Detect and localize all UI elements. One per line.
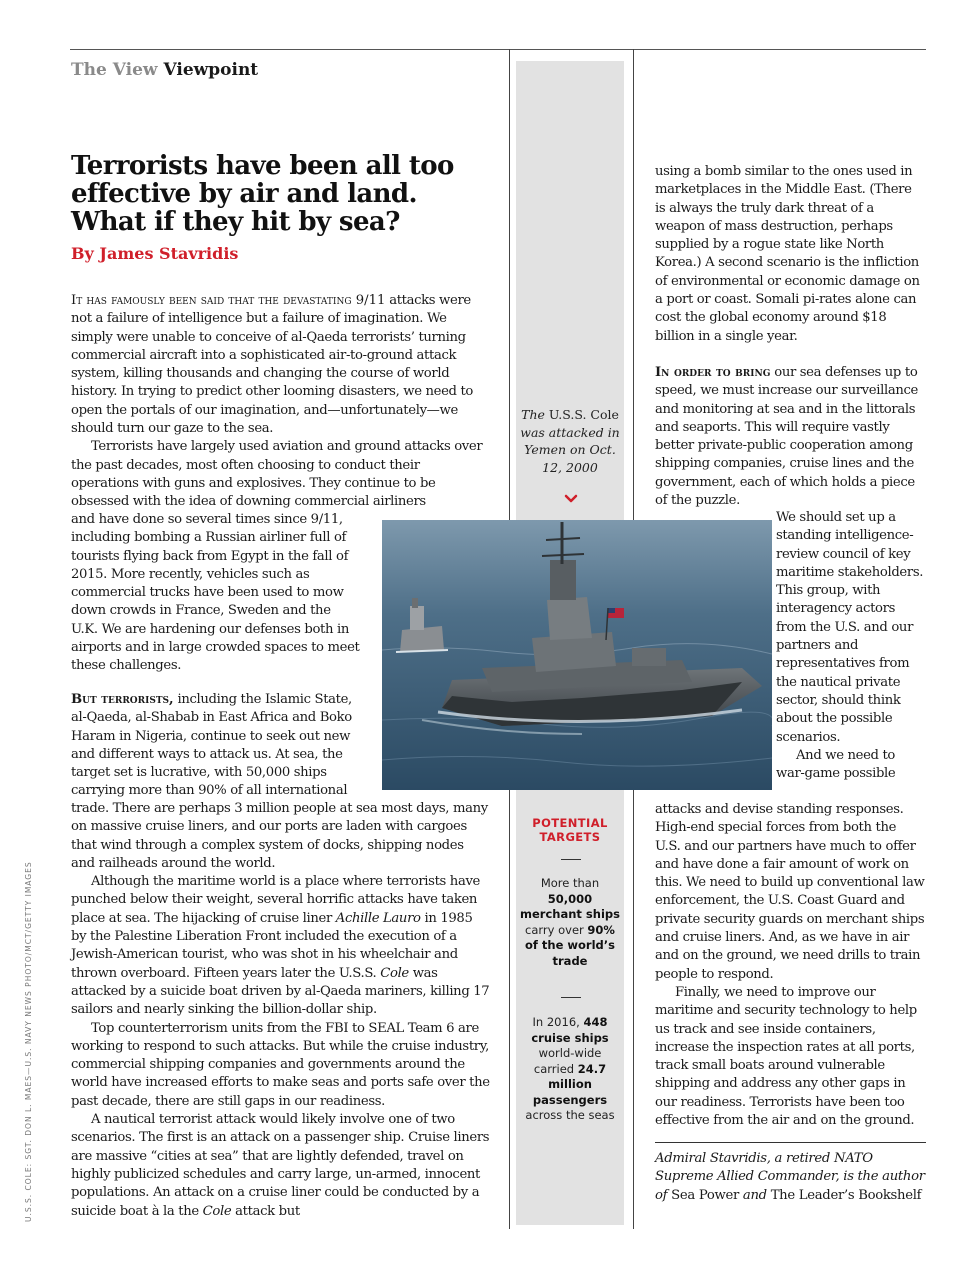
ship-name: U.S.S. Cole [548,407,619,422]
paragraph-5: Top counterterrorism units from the FBI to SEAL Team 6 are working to respond to such attacks. But while the cruise industry, commercial shipping companies and governments around the world have increased efforts to make seas and ports safe over the past decade, there are still gaps in our readiness. [71,1020,490,1109]
paragraph-1 [71,292,491,438]
lead-in: It has famously been said that the devastating 9/11 [71,293,386,308]
paragraph-4 [71,873,491,1019]
stat-text: carry over [525,922,588,937]
stat-text: More than [540,876,600,890]
paragraph-text: our sea defenses up to speed, we must increase our surveillance and monitoring at sea and in the littorals and seaports. This will require vastly better private-public cooperation among shipping companies, cruise lines and the government, each of which holds a piece of the puzzle. [655,364,918,509]
article-column-3-bottom [655,801,925,1130]
article-column-3-top [655,163,925,510]
paragraph-10-wide: attacks and devise standing responses. High-end special forces from both the U.S. and our partners have much to offer and have done a fair amount of work on this. We need to build up conventional law enforcement, the U.S. Coast Guard and private security guards on merchant ships and cruise liners. And, as we have in air and on the ground, we need drills to train people to respond. [655,802,925,982]
stat-text: world-wide carried [533,1046,602,1076]
ship-name: Cole [380,965,409,981]
paragraph-text: A nautical terrorist attack would likely involve one of two scenarios. The first is an attack on a passenger ship. Cruise liners are massive “cities at sea” that are lightly defended, travel on highly publicized schedules and carry large, un-armed, innocent populations. An attack on a cruise liner could be conducted by a suicide boat à la the [71,1112,490,1219]
ship-name: Achille Lauro [335,910,421,926]
paragraph-9: We should set up a standing intelligence-review council of key maritime stakeholders. This group, with interagency actors from the U.S. and our partners and representatives from the nautical private sector, should think about the possible scenarios. [776,510,924,745]
paragraph-text: attack but [231,1203,300,1219]
paragraph-10-narrow: And we need to war-game possible [776,747,896,782]
lead-in: In order to bring [655,364,771,380]
stat-text: In 2016, [532,1015,584,1029]
chevron-down-icon [564,494,578,503]
headline: Terrorists have been all too effective by air and land. What if they hit by sea? [71,151,454,237]
stat-highlight: 50,000 merchant ships [520,891,620,921]
bio-text: and [739,1187,771,1203]
stat-highlight: 24.7 million passengers [532,1061,608,1107]
paragraph-11: Finally, we need to improve our maritime and security technology to help us track and see inside containers, increase the inspection rates at all ports, track small boats around vulnerable shipping and address any other gaps in our readiness. Terrorists have been too effective from the air and on the ground. [655,984,917,1129]
article-column-3-wrap [776,509,926,783]
stat-cruise-ships [520,1015,620,1124]
paragraph-2-wide: Terrorists have largely used aviation and ground attacks over the past decades, most often choosing to conduct their operations with guns and explosives. They continue to be obsessed with the idea of downing commercial airliners [71,439,483,510]
article-column-1-top [71,292,491,512]
ship-name: Cole [202,1203,232,1219]
stat-merchant-ships [520,876,620,969]
signature-rule [655,1142,926,1143]
paragraph-text: Although the maritime world is a place where terrorists have punched below their weight, several horrific attacks have taken place at sea. The hijacking of cruise liner [71,874,481,926]
sidebar-rule [561,859,581,860]
paragraph-2-narrow: and have done so several times since 9/11, including bombing a Russian airliner full of tourists flying back from Egypt in the fall of 2015. More recently, vehicles such as commercial trucks have been used to mow down crowds in France, Sweden and the U.K. We are hardening our defenses both in airports and in large crowded spaces to meet these challenges. [71,512,360,674]
paragraph-8 [655,364,925,510]
caption-text: The [521,407,549,422]
paragraph-text: attacks were not a failure of intelligence but a failure of imagination. We simply were unable to conceive of al-Qaeda terrorists’ turning commercial aircraft into a sophisticated air-to-ground attack system, killing thousands and changing the course of world history. In trying to predict other looming disasters, we need to open the portals of our imagination, and—unfortunately—we should turn our gaze to the sea. [71,293,474,437]
stat-highlight: 448 cruise ships [531,1015,609,1045]
byline: By James Stavridis [71,244,239,263]
sidebar-heading: POTENTIAL TARGETS [532,816,608,844]
paragraph-text: including the Islamic State, al-Qaeda, al-Shabab in East Africa and Boko Haram in Nigeria, continue to seek out new and different ways to attack us. At sea, the target set is lucrative, with 50,000 ships carrying more than 90% of all international [71,692,352,799]
sidebar-rule [561,997,581,998]
paragraph-7: using a bomb similar to the ones used in marketplaces in the Middle East. (There is always the truly dark threat of a weapon of mass destruction, perhaps supplied by a rogue state like North Korea.) A second scenario is the infliction of environmental or economic damage on a port or coast. Somali pi-rates alone can cost the global economy around $18 billion in a single year. [655,164,920,344]
article-column-1-wrap [71,511,361,676]
author-bio [655,1150,925,1205]
section-label-light: The View [71,60,158,80]
paragraph-3-narrow [71,691,371,801]
paragraph-text: in 1985 by the Palestine Liberation Front included the execution of a Jewish-American tourist, who was shot in his wheelchair and thrown overboard. Fifteen years later the U.S.S. [71,910,473,981]
paragraph-text: was attacked by a suicide boat driven by al-Qaeda mariners, killing 17 sailors and nearly sinking the billion-dollar ship. [71,965,490,1018]
stat-text: across the seas [525,1108,615,1122]
article-column-1-wrap-2 [71,691,371,801]
paragraph-3-wide: trade. There are perhaps 3 million people at sea most days, many on massive cruise liners, and our ports are laden with cargoes that wind through a complex system of docks, shipping nodes and railheads around the world. [71,801,488,871]
lead-in: But terrorists, [71,692,174,707]
photo-credit-text: U.S.S. COLE: SGT. DON L. MAES—U.S. NAVY NEWS PHOTO/MCT/GETTY IMAGES [24,861,33,1222]
stat-highlight: 90% of the world’s trade [525,922,615,968]
warship-photo [382,520,772,790]
bio-text: Admiral Stavridis, a retired NATO Supreme Allied Commander, is the author of [655,1151,925,1203]
paragraph-gap [655,346,925,364]
photo-credit [24,861,33,1230]
book-title: Sea Power [671,1187,739,1203]
book-title: The Leader’s Bookshelf [770,1187,922,1203]
top-rule [70,49,926,50]
section-label-dark: Viewpoint [163,60,259,80]
photo-caption [520,406,620,476]
section-label [71,60,258,80]
article-column-1-bottom [71,800,491,1221]
caption-text: was attacked in Yemen on Oct. 12, 2000 [520,424,620,475]
paragraph-6 [71,1111,491,1221]
